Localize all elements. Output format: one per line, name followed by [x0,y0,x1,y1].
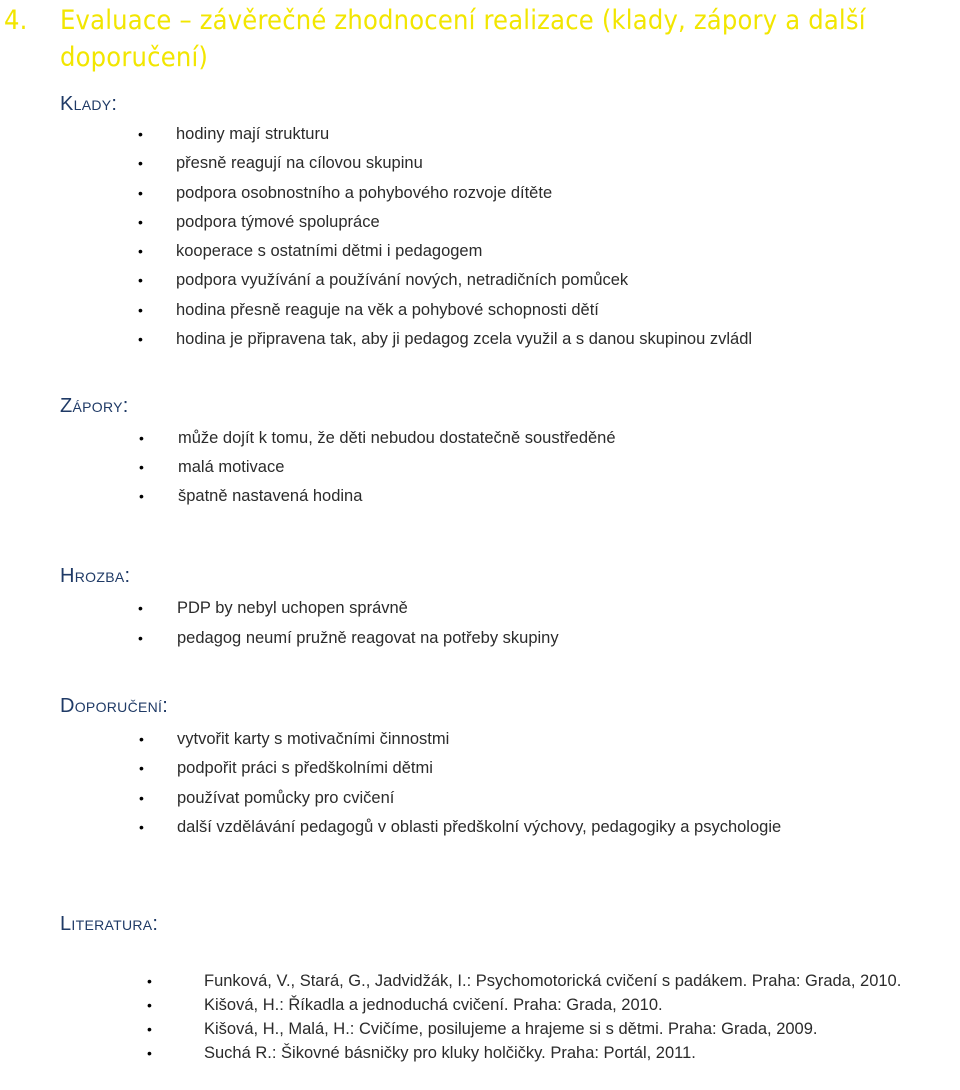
bullet-icon: • [138,331,143,348]
list-item [139,816,782,845]
list-item [147,993,954,1017]
list-item [147,969,954,993]
list-item [138,597,559,627]
bullet-icon: • [138,243,143,260]
klady-list [138,123,753,357]
bullet-icon: • [138,301,143,318]
list-item [139,787,781,816]
bullet-icon: • [138,155,143,172]
list-item-text: hodina přesně reaguje na věk a pohybové schopnosti dětí [176,300,599,319]
hrozba-list [138,597,559,656]
list-item-text: Funková, V., Stará, G., Jadvidžák, I.: Psychomotorická cvičení s padákem. Praha: Grada, 2010. [204,972,902,990]
bullet-icon: • [138,213,143,230]
doporuceni-list [139,728,782,845]
list-item [139,456,616,485]
bullet-icon: • [147,1021,152,1037]
hrozba-label: Hrozba: [60,565,131,587]
list-item-text: Kišová, H., Malá, H.: Cvičíme, posilujeme a hrajeme si s dětmi. Praha: Grada, 2009. [204,1020,818,1038]
list-item-text: podpora osobnostního a pohybového rozvoje dítěte [176,183,553,202]
bullet-icon: • [138,600,143,616]
list-item [138,299,752,328]
list-item-text: podpora využívání a používání nových, netradičních pomůcek [176,271,629,290]
list-item-text: přesně reagují na cílovou skupinu [176,154,423,173]
zapory-list [139,427,616,514]
list-item [138,328,753,357]
list-item-text: pedagog neumí pružně reagovat na potřeby skupiny [177,628,559,647]
bullet-icon: • [147,973,152,989]
zapory-label: Zápory: [60,395,129,417]
list-item-text: hodina je připravena tak, aby ji pedagog zcela využil a s danou skupinou zvládl [176,330,753,349]
list-item-text: malá motivace [178,458,285,476]
list-item-text: špatně nastavená hodina [178,487,363,505]
list-item [139,485,616,514]
section-title-line-1: Evaluace – závěrečné zhodnocení realizace (klady, zápory a další [60,5,866,36]
list-item [147,1041,954,1065]
list-item-text: vytvořit karty s motivačními činnostmi [177,730,450,748]
bullet-icon: • [138,184,143,201]
bullet-icon: • [139,789,144,806]
list-item [138,627,559,657]
list-item-text: podpořit práci s předškolními dětmi [177,759,433,778]
list-item [138,123,752,152]
bullet-icon: • [139,459,144,475]
doporuceni-label: Doporučení: [60,695,169,717]
bullet-icon: • [138,629,143,646]
bullet-icon: • [139,430,144,446]
list-item-text: používat pomůcky pro cvičení [177,788,395,807]
bullet-icon: • [147,1045,152,1061]
section-title-line-2: doporučení) [60,42,209,73]
literatura-list [147,969,954,1065]
list-item-text: hodiny mají strukturu [176,125,330,143]
list-item [147,1017,954,1041]
bullet-icon: • [139,488,144,504]
list-item-text: může dojít k tomu, že děti nebudou dostatečně soustředěné [178,429,616,447]
list-item-text: Kišová, H.: Říkadla a jednoduchá cvičení. Praha: Grada, 2010. [204,996,663,1014]
list-item-text: další vzdělávání pedagogů v oblasti předškolní výchovy, pedagogiky a psychologie [177,817,782,836]
list-item [139,728,781,757]
klady-label: Klady: [60,93,118,115]
list-item [138,152,752,181]
section-number: 4. [4,5,28,36]
list-item-text: PDP by nebyl uchopen správně [177,599,408,617]
bullet-icon: • [139,731,144,747]
section-heading [0,2,950,76]
bullet-icon: • [139,818,144,835]
list-item-text: podpora týmové spolupráce [176,212,380,231]
bullet-icon: • [147,997,152,1013]
list-item [139,757,781,786]
literatura-label: Literatura: [60,913,159,935]
list-item [138,211,752,240]
list-item [139,427,616,456]
list-item [138,269,752,298]
list-item [138,182,752,211]
bullet-icon: • [139,760,144,777]
list-item [138,240,752,269]
list-item-text: Suchá R.: Šikovné básničky pro kluky holčičky. Praha: Portál, 2011. [204,1044,696,1062]
bullet-icon: • [138,272,143,289]
list-item-text: kooperace s ostatními dětmi i pedagogem [176,242,483,261]
bullet-icon: • [138,126,143,142]
